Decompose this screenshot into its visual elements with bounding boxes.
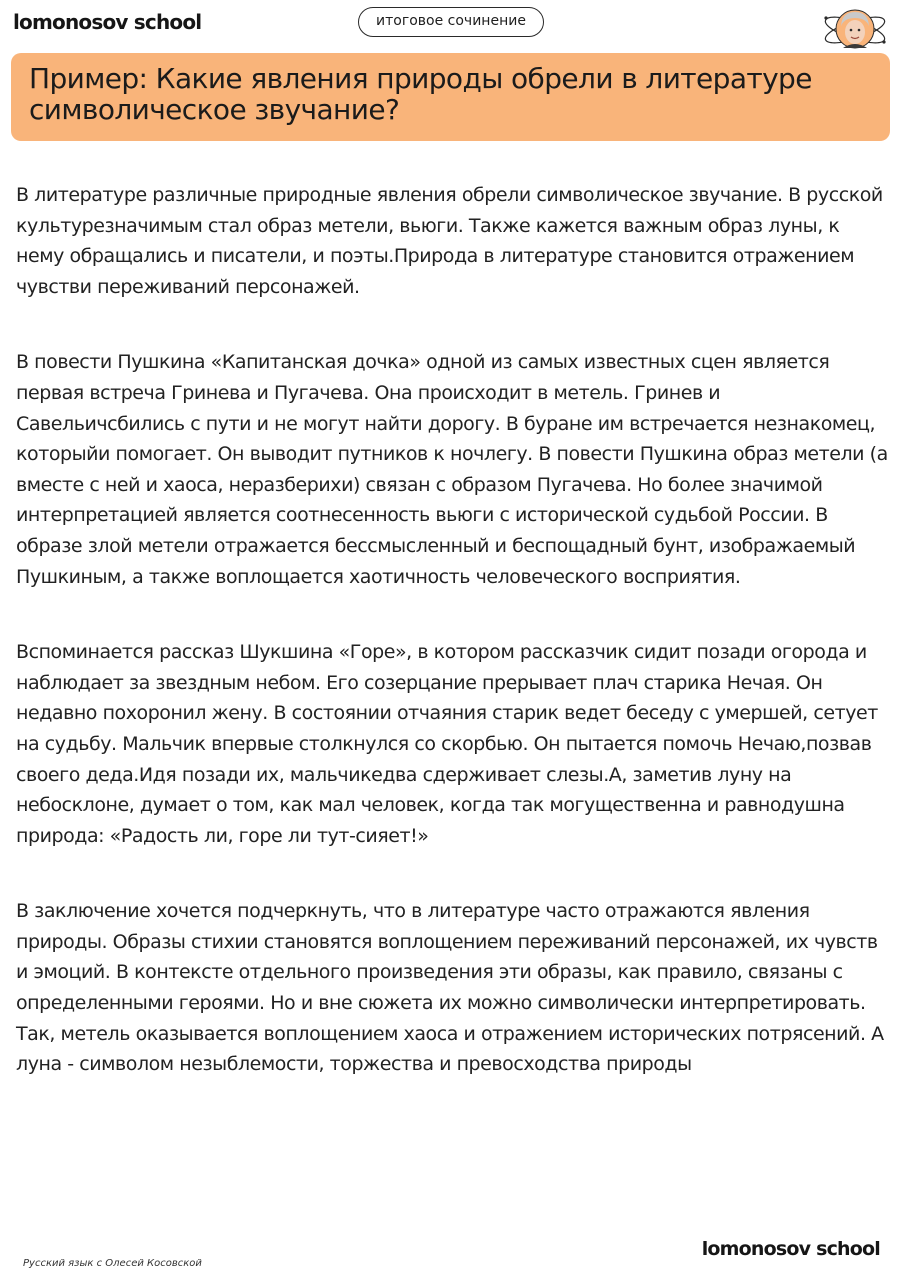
essay-body [16, 180, 888, 1125]
section-badge: итоговое сочинение [358, 7, 544, 37]
brand-logo-bottom: lomonosov school [701, 1238, 880, 1260]
course-caption: Русский язык с Олесей Косовской [23, 1258, 202, 1269]
essay-paragraph-conclusion: В заключение хочется подчеркнуть, что в литературе часто отражаются явления природы. Образы стихии становятся воплощением переживаний персонажей, их чувств и эмоций. В контексте отдельного произведения эти образы, как правило, связаны с определенными героями. Но и вне сюжета их можно символически интерпретировать. Так, метель оказывается воплощением хаоса и отражением исторических потрясений. А луна - символом незыблемости, торжества и превосходства природы [16, 900, 884, 1076]
essay-paragraph-argument-2: Вспоминается рассказ Шукшина «Горе», в котором рассказчик сидит позади огорода и наблюдает за звездным небом. Его созерцание прерывает плач старика Нечая. Он недавно похоронил жену. В состоянии отчаяния старик ведет беседу с умершей, сетует на судьбу. Мальчик впервые столкнулся со скорбью. Он пытается помочь Нечаю,позвав своего деда.Идя позади их, мальчикедва сдерживает слезы.А, заметив луну на небосклоне, думает о том, как мал человек, когда так могущественна и равнодушна природа: «Радость ли, горе ли тут-сияет!» [16, 641, 878, 847]
title-banner [11, 53, 890, 141]
brand-logo-top: lomonosov school [13, 10, 202, 34]
essay-paragraph-argument-1: В повести Пушкина «Капитанская дочка» одной из самых известных сцен является первая встреча Гринева и Пугачева. Она происходит в метель. Гринев и Савельичсбились с пути и не могут найти дорогу. В буране им встречается незнакомец, которыйи помогает. Он выводит путников к ночлегу. В повести Пушкина образ метели (а вместе с ней и хаоса, неразберихи) связан с образом Пугачева. Но более значимой интерпретацией является соотнесенность вьюги с исторической судьбой России. В образе злой метели отражается бессмысленный и беспощадный бунт, изображаемый Пушкиным, а также воплощается хаотичность человеческого восприятия. [16, 351, 888, 588]
page-title: Пример: Какие явления природы обрели в литературе символическое звучание? [29, 62, 812, 126]
teacher-avatar-icon [822, 4, 888, 54]
essay-paragraph-intro: В литературе различные природные явления обрели символическое звучание. В русской культурезначимым стал образ метели, вьюги. Также кажется важным образ луны, к нему обращались и писатели, и поэты.Природа в литературе становится отражением чувстви переживаний персонажей. [16, 184, 883, 298]
